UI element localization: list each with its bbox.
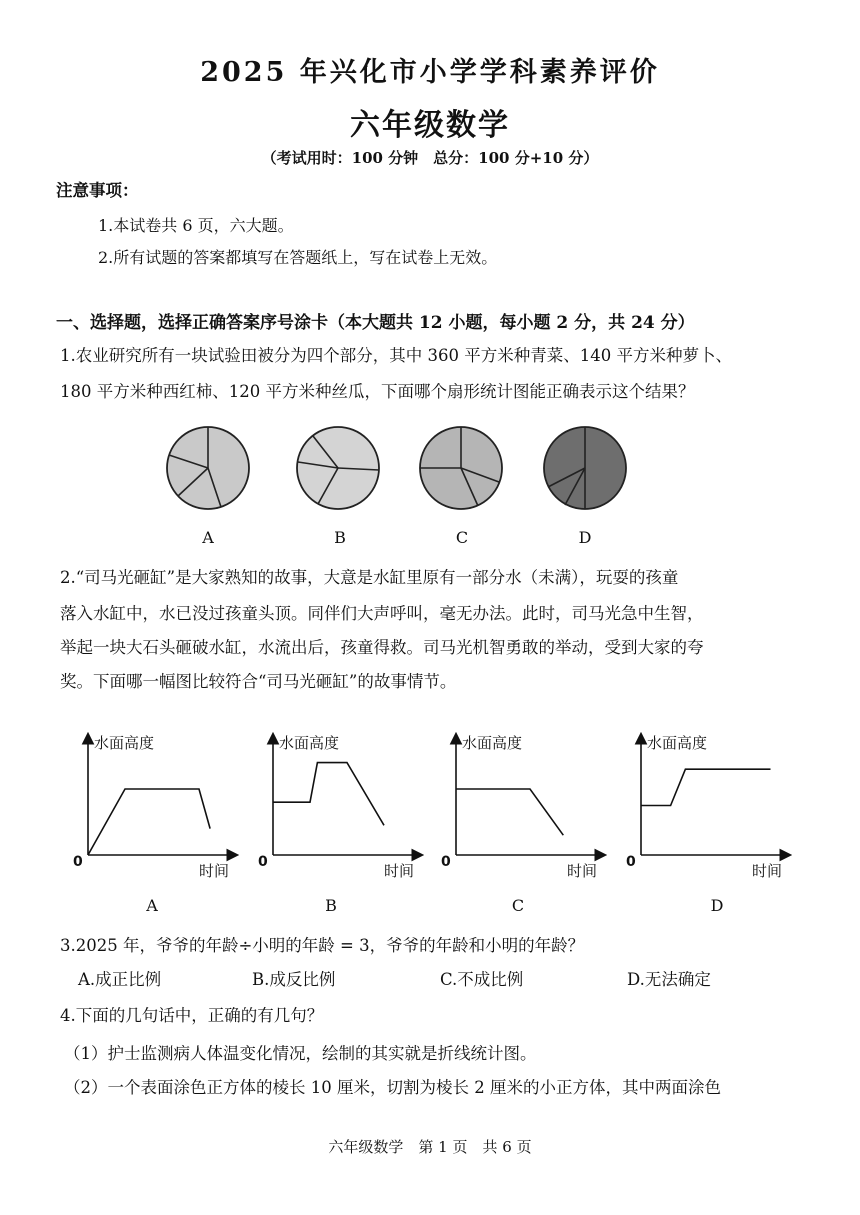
x-axis-label: 时间 xyxy=(752,862,783,880)
q2-stem-line: 2.“司马光砸缸”是大家熟知的故事，大意是水缸里原有一部分水（未满），玩耍的孩童 xyxy=(60,568,679,587)
q3-option-a: A.成正比例 xyxy=(78,970,162,989)
q3-option-b: B.成反比例 xyxy=(252,970,336,989)
pie-chart-b xyxy=(297,427,379,509)
q2-choice-b: B xyxy=(325,896,337,915)
x-axis-label: 时间 xyxy=(199,862,230,880)
pie-chart-d xyxy=(544,427,626,509)
note-item: 1.本试卷共 6 页，六大题。 xyxy=(98,216,294,235)
notes-heading: 注意事项： xyxy=(56,181,139,200)
q2-choice-d: D xyxy=(710,896,724,915)
q3-option-d: D.无法确定 xyxy=(627,970,711,989)
q2-stem-line: 举起一块大石头砸破水缸，水流出后，孩童得救。司马光机智勇敢的举动，受到大家的夸 xyxy=(60,638,704,657)
q4-item: （1）护士监测病人体温变化情况，绘制的其实就是折线统计图。 xyxy=(64,1044,537,1063)
line-chart-c xyxy=(441,734,604,880)
q2-stem-line: 落入水缸中，水已没过孩童头顶。同伴们大声呼叫，毫无办法。此时，司马光急中生智， xyxy=(60,604,704,623)
pie-chart-a xyxy=(167,427,249,509)
q3-option-c: C.不成比例 xyxy=(440,970,524,989)
page-subtitle: 六年级数学 xyxy=(350,108,510,143)
pie-chart-c xyxy=(420,427,502,509)
line-chart-d xyxy=(626,734,789,880)
q1-stem-line: 1.农业研究所有一块试验田被分为四个部分，其中 360 平方米种青菜、140 平方米种萝卜、 xyxy=(60,346,732,365)
q2-line-charts xyxy=(0,720,860,920)
line-chart-b xyxy=(258,734,421,880)
y-axis-label: 水面高度 xyxy=(279,734,340,752)
q1-choice-a: A xyxy=(202,528,214,547)
y-axis-label: 水面高度 xyxy=(647,734,708,752)
q1-choice-c: C xyxy=(455,528,469,547)
exam-info: （考试用时：100 分钟 总分：100 分+10 分） xyxy=(261,149,599,167)
y-axis-label: 水面高度 xyxy=(462,734,523,752)
series-line xyxy=(273,763,384,826)
q2-choice-a: A xyxy=(146,896,158,915)
x-axis-label: 时间 xyxy=(567,862,598,880)
origin-label: 0 xyxy=(258,854,268,870)
q2-stem-line: 奖。下面哪一幅图比较符合“司马光砸缸”的故事情节。 xyxy=(60,672,457,691)
series-line xyxy=(641,769,771,805)
origin-label: 0 xyxy=(626,854,636,870)
q4-item: （2）一个表面涂色正方体的棱长 10 厘米，切割为棱长 2 厘米的小正方体，其中两面涂色 xyxy=(64,1078,721,1097)
q2-choice-c: C xyxy=(511,896,525,915)
q1-choice-b: B xyxy=(334,528,346,547)
q1-stem-line: 180 平方米种西红柿、120 平方米种丝瓜，下面哪个扇形统计图能正确表示这个结果？ xyxy=(60,382,695,401)
q1-choice-d: D xyxy=(578,528,592,547)
y-axis-label: 水面高度 xyxy=(94,734,155,752)
series-line xyxy=(88,789,210,855)
note-item: 2.所有试题的答案都填写在答题纸上，写在试卷上无效。 xyxy=(98,248,498,267)
section-heading: 一、选择题，选择正确答案序号涂卡（本大题共 12 小题，每小题 2 分，共 24 分） xyxy=(56,313,695,333)
page-title: 2025 年兴化市小学学科素养评价 xyxy=(200,57,660,88)
q4-stem: 4.下面的几句话中，正确的有几句？ xyxy=(60,1006,324,1025)
q3-stem: 3.2025 年，爷爷的年龄÷小明的年龄 = 3，爷爷的年龄和小明的年龄？ xyxy=(60,936,585,955)
x-axis-label: 时间 xyxy=(384,862,415,880)
line-chart-a xyxy=(73,734,236,880)
page-footer: 六年级数学 第 1 页 共 6 页 xyxy=(328,1138,532,1156)
series-line xyxy=(456,789,563,835)
origin-label: 0 xyxy=(73,854,83,870)
origin-label: 0 xyxy=(441,854,451,870)
